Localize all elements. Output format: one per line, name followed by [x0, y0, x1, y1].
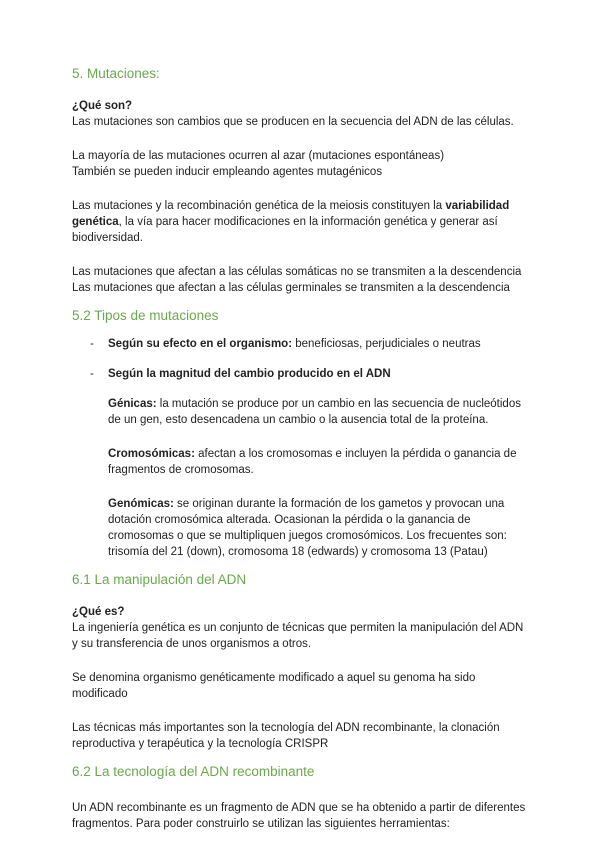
section-5-paragraph-2b: También se pueden inducir empleando agentes mutagénicos — [72, 166, 383, 178]
list-item — [72, 366, 532, 382]
genomicas-paragraph — [72, 496, 532, 560]
genicas-term: Génicas: — [108, 398, 157, 410]
section-5-paragraph-4a: Las mutaciones que afectan a las células somáticas no se transmiten a la descendencia — [72, 266, 522, 278]
list-item — [72, 336, 532, 352]
section-5-2-title: 5.2 Tipos de mutaciones — [72, 308, 219, 323]
section-5-question: ¿Qué son? — [72, 100, 133, 112]
genicas-paragraph — [72, 396, 532, 428]
section-6-1-title: 6.1 La manipulación del ADN — [72, 572, 247, 587]
section-5-paragraph-1: Las mutaciones son cambios que se producen en la secuencia del ADN de las células. — [72, 116, 514, 128]
section-5-paragraph-2a: La mayoría de las mutaciones ocurren al azar (mutaciones espontáneas) — [72, 150, 445, 162]
cromosomicas-paragraph — [72, 446, 532, 478]
genicas-text: la mutación se produce por un cambio en las secuencia de nucleótidos de un gen, esto desencadena un cambio o la ausencia total de la proteína. — [108, 398, 521, 426]
cromosomicas-term: Cromosómicas: — [108, 448, 195, 460]
section-5-paragraph-3 — [72, 198, 532, 246]
section-5-paragraph-4b: Las mutaciones que afectan a las células germinales se transmiten a la descendencia — [72, 282, 510, 294]
section-6-1-paragraph-1: La ingeniería genética es un conjunto de técnicas que permiten la manipulación del ADN y su transferencia de unos organismos a otros. — [72, 622, 524, 650]
document-content — [72, 64, 532, 832]
section-6-1-paragraph-2: Se denomina organismo genéticamente modificado a aquel su genoma ha sido modificado — [72, 672, 476, 700]
list-item-bold: Según la magnitud del cambio producido en el ADN — [108, 368, 391, 380]
variabilidad-genetica-term: variabilidad genética — [72, 200, 510, 228]
list-item-bold: Según su efecto en el organismo: — [108, 338, 293, 350]
list-item-text: beneficiosas, perjudiciales o neutras — [292, 338, 481, 350]
section-5-title: 5. Mutaciones: — [72, 66, 160, 81]
section-6-2-title: 6.2 La tecnología del ADN recombinante — [72, 764, 315, 779]
paragraph-3-text-pre: Las mutaciones y la recombinación genética de la meiosis constituyen la — [72, 200, 446, 212]
section-6-2-paragraph-1: Un ADN recombinante es un fragmento de ADN que se ha obtenido a partir de diferentes fragmentos. Para poder construirlo se utilizan las siguientes herramientas: — [72, 802, 526, 830]
mutation-types-list — [72, 336, 532, 382]
genomicas-text: se originan durante la formación de los gametos y provocan una dotación cromosómica alterada. Ocasionan la pérdida o la ganancia de cromosomas o que se multipliquen juegos cromosómicos. Los frecuentes son: trisomía del 21 (down), cromosoma 18 (edwards) y cromosoma 13 (Patau) — [108, 498, 507, 558]
cromosomicas-text: afectan a los cromosomas e incluyen la pérdida o ganancia de fragmentos de cromosomas. — [108, 448, 517, 476]
paragraph-3-text-post: , la vía para hacer modificaciones en la información genética y generar así biodiversidad. — [72, 216, 498, 244]
section-6-1-paragraph-3: Las técnicas más importantes son la tecnología del ADN recombinante, la clonación reproductiva y terapéutica y la tecnología CRISPR — [72, 722, 500, 750]
section-6-1-question: ¿Qué es? — [72, 606, 125, 618]
genomicas-term: Genómicas: — [108, 498, 174, 510]
